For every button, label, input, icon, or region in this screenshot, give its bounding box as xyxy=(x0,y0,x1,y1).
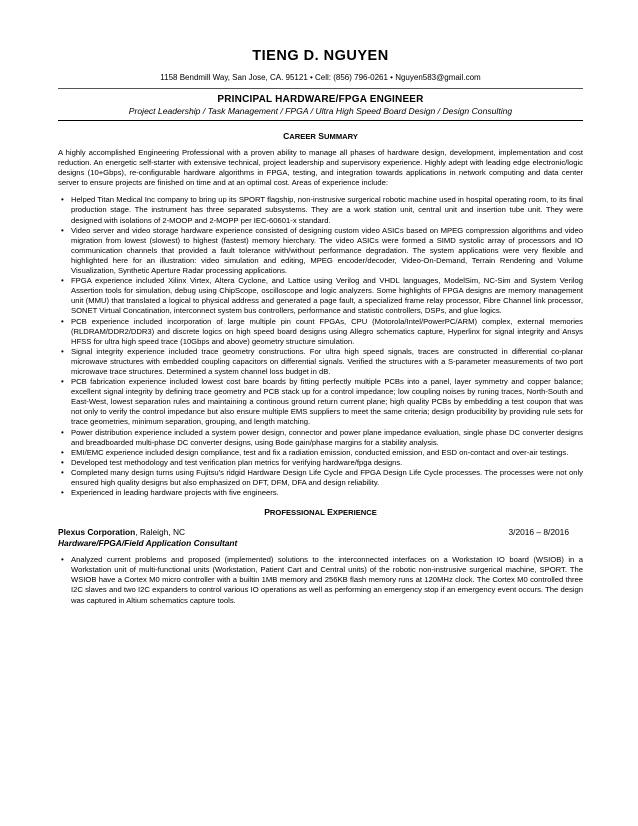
heading-text: ROFESSIONAL xyxy=(269,508,325,518)
list-item: • Helped Titan Medical Inc company to bring up its SPORT flagship, non-instrusive surgerical robotic machine used in hospital operating room, to its final production stage. The instrument has three separated subsystems. They are a work station unit, central unit and insertion tube unit. They were designed with isolations of 2-MOOP and 2-MOPP per IEC-60601-x standard. xyxy=(58,195,583,225)
headline-subtitle: Project Leadership / Task Management / FPGA / Ultra High Speed Board Design / Design Consulting xyxy=(128,106,513,116)
job-header xyxy=(58,527,583,537)
job-dates: 3/2016 – 8/2016 xyxy=(508,527,569,538)
career-summary-paragraph: A highly accomplished Engineering Professional with a proven ability to manage all phases of hardware design, development, implementation and cost reduction. An energetic self-starter with extensive technical, project leadership and supervisory experience. Highly adept with leading edge electronic/logic designs (10+Gbps), re-configurable hardware algorithms in FPGA, testing, and integration towards applications in network computing and data center server to ensure projects are finished on time and at an optimal cost. Areas of experience include: xyxy=(58,148,583,188)
list-item: • Signal integrity experience included trace geometry constructions. For ultra high speed signals, traces are constructed in differential co-planar microwave structures with embedded coupling capacitors on differential signals. Verified the structures with a S-parameter measurements of two port microwave trace structures. Determined a system channel loss budget in dB. xyxy=(58,347,583,377)
list-item: • Developed test methodology and test verification plan metrics for verifying hardware/fpga designs. xyxy=(58,458,583,468)
list-item: • EMI/EMC experience included design compliance, test and fix a radiation emission, conducted emission, and ESD on-contact and over-air testings. xyxy=(58,448,583,458)
heading-text: AREER xyxy=(289,132,316,141)
list-item: • PCB experience included incorporation of large multiple pin count FPGAs, CPU (Motorola/Intel/PowerPC/ARM) complex, external memories (RLDRAM/DDR2/DDR3) and discrete logics on high speed board designs using Allegro schematics capture, Hyperlinx for signal integrity and Ansys HFSS for ultra high speed trace (10Gbps and above) geometry structure simulation. xyxy=(58,317,583,347)
candidate-name: TIENG D. NGUYEN xyxy=(252,48,389,64)
heading-letter: P xyxy=(264,507,270,518)
resume-page xyxy=(58,48,583,606)
header-divider xyxy=(58,88,583,89)
experience-areas-list xyxy=(58,195,583,498)
headline-title: PRINCIPAL HARDWARE/FPGA ENGINEER xyxy=(217,94,424,105)
heading-letter: C xyxy=(283,131,290,141)
heading-text: UMMARY xyxy=(324,132,358,141)
job-duties-list xyxy=(58,555,583,605)
heading-letter: S xyxy=(318,131,325,141)
list-item: • Power distribution experience included a system power design, connector and power plane impedance evaluation, single phase DC converter designs and breadboarded multi-phase DC converter designs, using Bode gain/phase margins for a stability analysis. xyxy=(58,428,583,448)
career-summary-heading xyxy=(58,131,583,141)
job-entry xyxy=(58,527,583,605)
job-employer xyxy=(58,527,185,537)
list-item: • Completed many design turns using Fujitsu's ridgid Hardware Design Life Cycle and FPGA Design Life Cycle processes. The processes were not only ensured high quality designs but also emphasized on DFT, DFM, DFA and design reliability. xyxy=(58,468,583,488)
list-item: • Analyzed current problems and proposed (implemented) solutions to the interconnected interfaces on a Workstation IO board (WSIOB) in a Workstation unit of multi-functional units (Workstation, Patient Cart and Central units) of the robotic non-instrusive surgerical machine, SPORT. The WSIOB have a Cortex M0 micro controller with a builtin 1MB memory and 256KB flash memory runs at 120MHz clock. The Cortex M0 controlled three I2C slaves and two I2C expanders to control various IO operations as well as performing an emergency stop if an emergency event occurs. The design was captured in Altium schematics capture tools. xyxy=(58,555,583,605)
job-role: Hardware/FPGA/Field Application Consultant xyxy=(58,538,238,549)
headline-divider xyxy=(58,120,583,121)
list-item: • PCB fabrication experience included lowest cost bare boards by fitting perfectly multiple PCBs into a panel, layer symmetry and copper balance; excellent signal integrity by defining trace geometry and PCB stack up for a control impedance; low coupling noises by runing traces, North-South and East-West, lowest separation rules and maintaining a continous ground return current plane; high quality PCBs by embedding a test coupon that was not only to verify the control impedance but also ensure multiple EMS suppliers to meet the same criteria; design producibility by providing rule sets for trace geometries, minimum separation, grouping, and length matching. xyxy=(58,377,583,427)
list-item: • FPGA experience included Xilinx Virtex, Altera Cyclone, and Lattice using Verilog and VHDL languages, ModelSim, NC-Sim and System Verilog Assertion tools for simulation, debug using ChipScope, oscilloscope and logic analyzers. Some highlights of FPGA designs are memory management unit (MMU) that translated a logical to physical address and generated a page fault, a specialized frame relay processor, Fibre Channel link processor, SONET Virtual Concatination, interconnect system bus controllers, performance and statistic controllers, DSPs, and glue logics. xyxy=(58,276,583,316)
company-location: , Raleigh, NC xyxy=(135,527,186,538)
professional-experience-heading xyxy=(58,507,583,517)
list-item: • Experienced in leading hardware projects with five engineers. xyxy=(58,488,583,498)
contact-info: 1158 Bendmill Way, San Jose, CA. 95121 • Cell: (856) 796-0261 • Nguyen583@gmail.com xyxy=(160,73,481,82)
company-name: Plexus Corporation xyxy=(58,527,136,538)
list-item: • Video server and video storage hardware experience consisted of designing custom video ASICs based on MPEG compression algorithms and video migration from lowest (slowest) to highest (fastest) memory hierchary. The video ASICs were formed a SIMD systolic array of processors and IO communication channels that provided a fault tolerance with/without performance degradation. The system applications were very flexible and highlighted here for an illustration: video simulation and editing, MPEG encoder/decoder, Video-On-Demand, Terrain Rendering and Volume Visualization, Synthetic Aperture Radar processing applications. xyxy=(58,226,583,276)
heading-letter: E xyxy=(327,507,333,518)
heading-text: XPERIENCE xyxy=(332,508,377,518)
